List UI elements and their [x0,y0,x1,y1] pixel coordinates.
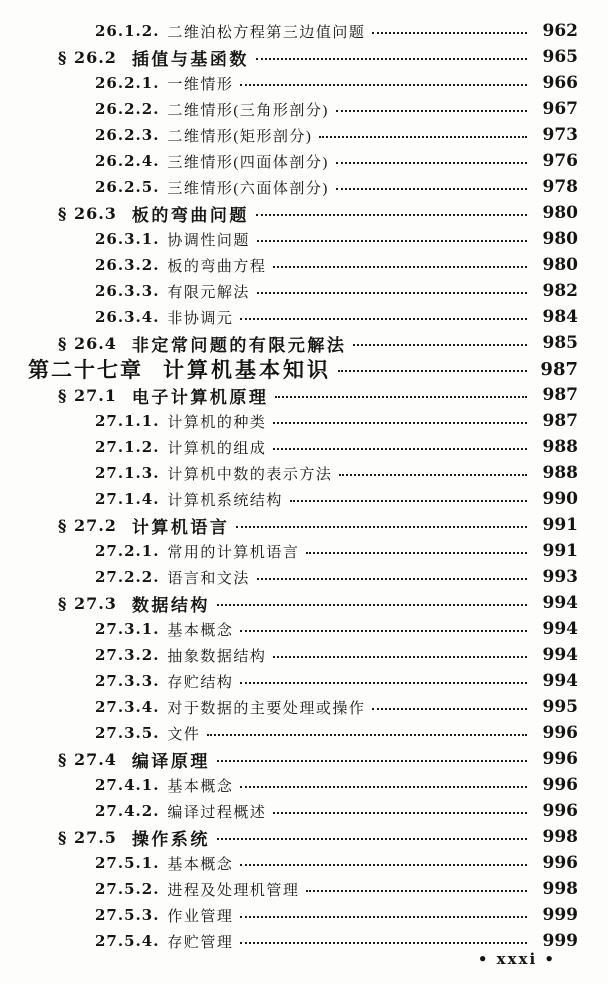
toc-entry-page: 966 [542,73,578,93]
dot-leader [240,682,527,684]
toc-entry-number: 26.2.2. [95,100,160,118]
toc-entry-page: 994 [542,645,578,665]
toc-entry-title: 电子计算机原理 [131,387,269,407]
toc-entry [0,330,578,356]
dot-leader [306,890,527,892]
toc-entry-page: 996 [542,853,578,873]
toc-entry-page: 978 [542,177,578,197]
dot-leader [273,656,527,658]
toc-entry-number: 26.3.1. [95,230,160,248]
toc-entry-title: 对于数据的主要处理或操作 [167,700,366,717]
dot-leader [257,578,527,580]
toc-entry [0,96,578,122]
toc-entry [0,616,578,642]
toc-entry [0,226,578,252]
toc-entry-title: 作业管理 [167,908,234,925]
toc-entry-title: 语言和文法 [167,570,250,587]
dot-leader [273,422,527,424]
dot-leader [207,734,527,736]
toc-entry-title: 非协调元 [167,310,234,327]
dot-leader [236,526,527,528]
toc-entry-number: 27.2.1. [95,542,160,560]
dot-leader [338,370,527,372]
toc-entry-title: 有限元解法 [167,284,250,301]
toc-entry-page: 980 [542,203,578,223]
toc-entry-title: 计算机的组成 [167,440,267,457]
dot-leader [256,214,527,216]
toc-entry [0,590,578,616]
toc-entry [0,174,578,200]
toc-entry-number: 26.2.5. [95,178,160,196]
toc-entry-number: 27.1.4. [95,490,160,508]
toc-entry-number: 27.3.3. [95,672,160,690]
toc-entry-number: 27.3.5. [95,724,160,742]
dot-leader [240,84,527,86]
toc-entry-number: 第二十七章 [28,357,143,382]
toc-entry-number: 27.3.4. [95,698,160,716]
toc-entry-page: 973 [542,125,578,145]
toc-entry [0,512,578,538]
toc-entry-title: 计算机基本知识 [163,358,331,382]
toc-entry [0,798,578,824]
toc-entry-title: 插值与基函数 [131,49,249,69]
toc-entry-title: 基本概念 [167,856,234,873]
toc-entry-title: 一维情形 [167,76,234,93]
toc-entry-page: 998 [542,827,578,847]
toc-entry-page: 982 [542,281,578,301]
toc-entry-page: 985 [542,333,578,353]
toc-entry-title: 计算机的种类 [167,414,267,431]
toc-entry-title: 常用的计算机语言 [167,544,300,561]
toc-entry [0,18,578,44]
toc-entry [0,460,578,486]
toc-entry-number: 27.5.4. [95,932,160,950]
dot-leader [290,500,527,502]
dot-leader [353,344,527,346]
toc-entry [0,70,578,96]
toc-entry-title: 编译原理 [131,751,210,771]
toc-entry-number: § 27.5 [58,827,117,847]
toc-entry-page: 994 [542,619,578,639]
toc-entry-number: 27.1.3. [95,464,160,482]
toc-entry-title: 二维情形(矩形剖分) [167,128,313,145]
toc-entry-title: 二维情形(三角形剖分) [167,102,329,119]
toc-entry [0,850,578,876]
toc-entry-page: 994 [542,671,578,691]
toc-entry-page: 996 [542,749,578,769]
dot-leader [240,318,527,320]
dot-leader [275,396,527,398]
toc-entry-number: 27.5.2. [95,880,160,898]
dot-leader [240,864,527,866]
toc-entry-page: 987 [542,411,578,431]
toc-entry-title: 存贮管理 [167,934,234,951]
toc-entry-title: 基本概念 [167,622,234,639]
toc-entry-page: 996 [542,723,578,743]
toc-entry-number: 27.4.2. [95,802,160,820]
toc-entry [0,486,578,512]
dot-leader [240,630,527,632]
toc-entry-page: 999 [542,931,578,951]
dot-leader [256,58,527,60]
toc-entry [0,824,578,850]
dot-leader [217,760,527,762]
toc-entry [0,694,578,720]
dot-leader [336,188,527,190]
toc-entry-page: 991 [542,515,578,535]
toc-entry-number: 27.5.3. [95,906,160,924]
toc-entry-page: 984 [542,307,578,327]
toc-entry-number: 26.2.4. [95,152,160,170]
toc-entry-number: 27.3.1. [95,620,160,638]
toc-entry [0,668,578,694]
toc-entry-title: 三维情形(六面体剖分) [167,180,329,197]
toc-entry-page: 996 [542,775,578,795]
toc-entry-title: 计算机系统结构 [167,492,283,509]
dot-leader [336,162,527,164]
toc-entry-number: 26.2.1. [95,74,160,92]
toc-entry-title: 存贮结构 [167,674,234,691]
toc-entry-title: 三维情形(四面体剖分) [167,154,329,171]
toc-entry-number: 26.2.3. [95,126,160,144]
toc-entry-page: 987 [540,358,578,380]
toc-entry [0,564,578,590]
toc-entry-page: 999 [542,905,578,925]
toc-entry [0,434,578,460]
dot-leader [240,786,527,788]
toc-entry-number: 27.5.1. [95,854,160,872]
dot-leader [273,812,527,814]
toc-entry-page: 991 [542,541,578,561]
toc-entry-number: § 26.3 [58,203,117,223]
toc-entry-number: § 27.1 [58,385,117,405]
dot-leader [273,266,527,268]
toc-entry-page: 994 [542,593,578,613]
toc-entry-number: 26.3.2. [95,256,160,274]
toc-entry-page: 988 [542,437,578,457]
toc-entry-number: § 27.4 [58,749,117,769]
toc-entry-title: 操作系统 [131,829,210,849]
toc-entry-number: § 26.4 [58,333,117,353]
toc-entry-page: 962 [542,21,578,41]
toc-entry-page: 993 [542,567,578,587]
toc-entry-page: 998 [542,879,578,899]
toc-entry-title: 板的弯曲问题 [131,205,249,225]
toc-entry [0,252,578,278]
toc-entry-page: 987 [542,385,578,405]
dot-leader [257,292,527,294]
toc-entry [0,642,578,668]
toc-entry-page: 988 [542,463,578,483]
toc-entry [0,148,578,174]
toc-entry [0,876,578,902]
toc-entry-number: 27.1.2. [95,438,160,456]
toc-entry-number: 27.2.2. [95,568,160,586]
toc-entry-number: 27.4.1. [95,776,160,794]
dot-leader [217,604,527,606]
toc-entry-title: 计算机语言 [131,517,230,537]
toc-entry [0,538,578,564]
toc-entry [0,720,578,746]
toc-entry-page: 990 [542,489,578,509]
toc-entry-page: 967 [542,99,578,119]
toc-list [0,18,608,954]
dot-leader [336,110,527,112]
dot-leader [372,32,527,34]
toc-entry [0,200,578,226]
toc-entry-page: 995 [542,697,578,717]
toc-entry-page: 996 [542,801,578,821]
toc-entry [0,356,578,382]
toc-entry-title: 计算机中数的表示方法 [167,466,333,483]
toc-entry [0,746,578,772]
toc-entry-title: 抽象数据结构 [167,648,267,665]
dot-leader [306,552,527,554]
toc-entry-title: 二维泊松方程第三边值问题 [167,24,366,41]
toc-entry-title: 进程及处理机管理 [167,882,300,899]
toc-entry [0,408,578,434]
toc-entry [0,278,578,304]
dot-leader [319,136,527,138]
toc-entry [0,382,578,408]
toc-entry-title: 板的弯曲方程 [167,258,267,275]
dot-leader [257,240,527,242]
toc-entry-number: 27.1.1. [95,412,160,430]
toc-entry-title: 非定常问题的有限元解法 [131,335,347,355]
toc-entry-page: 965 [542,47,578,67]
dot-leader [273,448,527,450]
toc-entry-number: 26.1.2. [95,22,160,40]
toc-entry [0,902,578,928]
toc-entry-title: 编译过程概述 [167,804,267,821]
toc-entry-number: 26.3.3. [95,282,160,300]
dot-leader [372,708,527,710]
page-number-footer: • xxxi • [477,950,556,968]
dot-leader [339,474,527,476]
toc-entry-title: 数据结构 [131,595,210,615]
toc-entry-number: § 27.3 [58,593,117,613]
toc-entry-number: § 26.2 [58,47,117,67]
toc-entry [0,304,578,330]
dot-leader [217,838,527,840]
toc-entry-page: 980 [542,229,578,249]
toc-entry-title: 基本概念 [167,778,234,795]
toc-entry-title: 协调性问题 [167,232,250,249]
dot-leader [240,916,527,918]
dot-leader [240,942,527,944]
toc-entry-title: 文件 [167,726,201,743]
toc-entry-page: 976 [542,151,578,171]
toc-entry-number: § 27.2 [58,515,117,535]
toc-entry [0,772,578,798]
toc-entry [0,44,578,70]
toc-entry-page: 980 [542,255,578,275]
toc-entry-number: 27.3.2. [95,646,160,664]
toc-entry [0,122,578,148]
toc-entry-number: 26.3.4. [95,308,160,326]
